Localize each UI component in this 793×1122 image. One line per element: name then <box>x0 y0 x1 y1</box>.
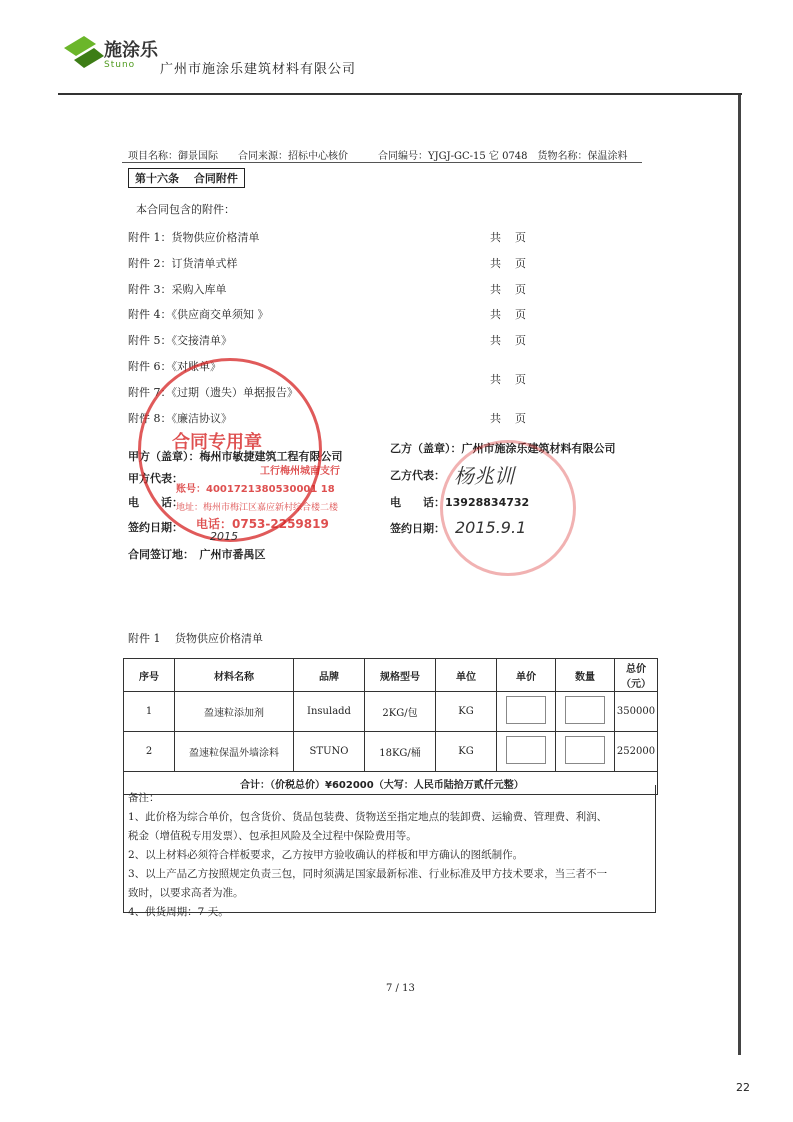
signing-place: 合同签订地： 广州市番禺区 <box>128 548 266 561</box>
column-header: 总价（元） <box>615 659 658 692</box>
seal-text: 电话：0753-2259819 <box>196 517 329 531</box>
table-cell: 2 <box>124 732 175 772</box>
column-header: 材料名称 <box>175 659 294 692</box>
table-row <box>124 692 658 732</box>
table-header-row <box>124 659 658 692</box>
table-row <box>124 732 658 772</box>
table-cell: KG <box>436 692 497 732</box>
note-line: 1、此价格为综合单价，包含货价、货品包装费、货物送至指定地点的装卸费、运输费、管理费、利润、 <box>128 811 608 823</box>
table-cell: 1 <box>124 692 175 732</box>
seal-text: 账号：4001721380530001 18 <box>176 484 335 495</box>
note-line: 备注： <box>128 792 160 804</box>
page-count-label: 共页 <box>490 283 540 296</box>
note-line: 税金（增值税专用发票）、包承担风险及全过程中保险费用等。 <box>128 830 417 842</box>
attachment-item: 附件 1：货物供应价格清单 <box>128 231 260 244</box>
page-count-label: 共页 <box>490 308 540 321</box>
handwritten-signature: 杨兆训 <box>454 464 514 488</box>
handwritten-date: 2015.9.1 <box>455 518 527 537</box>
table-cell: 252000 <box>615 732 658 772</box>
page-count-label: 共页 <box>490 412 540 425</box>
table-cell: STUNO <box>294 732 365 772</box>
note-line: 4、供货周期：7 天。 <box>128 906 229 918</box>
party-b-rep: 乙方代表： <box>390 469 445 482</box>
sheet-number: 22 <box>736 1081 750 1094</box>
price-table <box>123 658 658 795</box>
attachment-item: 附件 8：《廉洁协议》 <box>128 412 232 425</box>
column-header: 序号 <box>124 659 175 692</box>
party-a-rep: 甲方代表： <box>128 472 183 485</box>
party-a-label: 甲方（盖章）：梅州市敏捷建筑工程有限公司 <box>128 450 343 463</box>
notes-box <box>123 785 656 918</box>
column-header: 单价 <box>497 659 556 692</box>
clause-intro: 本合同包含的附件： <box>136 203 235 216</box>
logo-text: 施涂乐 <box>104 40 158 61</box>
handwritten-date: 2015 <box>210 530 238 543</box>
company-title: 广州市施涂乐建筑材料有限公司 <box>160 62 357 77</box>
attachment-item: 附件 5：《交接清单》 <box>128 334 232 347</box>
clause-title: 第十六条 合同附件 <box>128 168 245 188</box>
table-cell-redacted <box>497 732 556 772</box>
column-header: 规格型号 <box>365 659 436 692</box>
page-count-label: 共页 <box>490 257 540 270</box>
attachment-item: 附件 3：采购入库单 <box>128 283 227 296</box>
table-cell-redacted <box>556 692 615 732</box>
seal-text: 合同专用章 <box>172 432 262 453</box>
divider <box>122 162 642 163</box>
party-b-phone: 电 话：13928834732 <box>390 496 530 509</box>
note-line: 3、以上产品乙方按照规定负责三包，同时须满足国家最新标准、行业标准及甲方技术要求，当三者不一 <box>128 868 608 880</box>
table-cell: 2KG/包 <box>365 692 436 732</box>
attachment-item: 附件 4：《供应商交单须知 》 <box>128 308 269 321</box>
scan-edge <box>738 95 741 1055</box>
seal-text: 工行梅州城南支行 <box>260 466 340 477</box>
table-cell: 18KG/桶 <box>365 732 436 772</box>
party-a-date: 签约日期： <box>128 521 183 534</box>
price-list-title: 附件 1 货物供应价格清单 <box>128 632 263 645</box>
party-b-date: 签约日期： <box>390 522 445 535</box>
party-a-phone: 电 话： <box>128 496 183 509</box>
page-number: 7 / 13 <box>386 983 415 994</box>
table-cell-redacted <box>556 732 615 772</box>
attachment-item: 附件 2：订货清单式样 <box>128 257 238 270</box>
logo-subtext: Stuno <box>104 60 136 70</box>
total-cell: 合计：（价税总价）¥602000（大写：人民币陆拾万贰仟元整） <box>124 772 658 795</box>
seal-text: 地址：梅州市梅江区嘉应新村综合楼二楼 <box>176 503 339 513</box>
table-cell: Insuladd <box>294 692 365 732</box>
note-line: 2、以上材料必须符合样板要求，乙方按甲方验收确认的样板和甲方确认的图纸制作。 <box>128 849 524 861</box>
note-line: 致时，以要求高者为准。 <box>128 887 244 899</box>
column-header: 数量 <box>556 659 615 692</box>
table-cell: 盈速粒保温外墙涂料 <box>175 732 294 772</box>
column-header: 单位 <box>436 659 497 692</box>
table-cell: KG <box>436 732 497 772</box>
attachment-item: 附件 6：《对账单》 <box>128 360 221 373</box>
contract-meta: 项目名称：御景国际 合同来源：招标中心核价 合同编号：YJGJ-GC-15 它 0748 货物名称：保温涂料 <box>128 151 628 162</box>
column-header: 品牌 <box>294 659 365 692</box>
attachment-item: 附件 7：《过期（遗失）单据报告》 <box>128 386 298 399</box>
page-count-label: 共页 <box>490 231 540 244</box>
party-b-label: 乙方（盖章）：广州市施涂乐建筑材料有限公司 <box>390 442 616 455</box>
table-cell-redacted <box>497 692 556 732</box>
table-cell: 350000 <box>615 692 658 732</box>
page-count-label: 共页 <box>490 334 540 347</box>
page-count-label: 共页 <box>490 373 540 386</box>
table-cell: 盈速粒添加剂 <box>175 692 294 732</box>
